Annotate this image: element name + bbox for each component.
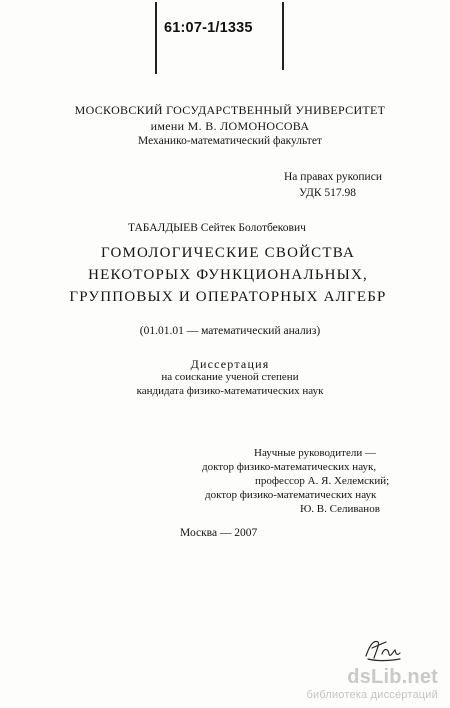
city-year: Москва — 2007	[180, 527, 258, 539]
thesis-title-line-1: ГОМОЛОГИЧЕСКИЕ СВОЙСТВА	[100, 245, 356, 261]
author-name: ТАБАЛДЫЕВ Сейтек Болотбекович	[128, 222, 306, 234]
supervisor-1-degree: доктор физико-математических наук,	[202, 461, 377, 473]
watermark-logo-net: .net	[401, 666, 438, 688]
library-stamp-code: 61:07-1/1335	[164, 20, 253, 36]
supervisor-2-name: Ю. В. Селиванов	[300, 503, 380, 515]
supervisor-1-name: профессор А. Я. Хелемский;	[255, 475, 390, 487]
dslib-watermark-subtitle: библиотека диссертаций	[306, 689, 438, 701]
faculty-name: Механико-математический факультет	[138, 135, 322, 147]
dissertation-heading: Диссертация	[190, 357, 270, 371]
supervisor-2-degree: доктор физико-математических наук	[205, 489, 377, 501]
university-name: МОСКОВСКИЙ ГОСУДАРСТВЕННЫЙ УНИВЕРСИТЕТ	[74, 103, 386, 117]
university-name-eponym: имени М. В. ЛОМОНОСОВА	[150, 119, 310, 133]
thesis-title-line-2: НЕКОТОРЫХ ФУНКЦИОНАЛЬНЫХ,	[88, 267, 368, 283]
specialty-code: (01.01.01 — математический анализ)	[139, 325, 321, 337]
supervisors-heading: Научные руководители —	[254, 447, 376, 459]
udk-code: УДК 517.98	[299, 187, 356, 199]
stamp-border-left	[155, 2, 157, 74]
degree-field-line: кандидата физико-математических наук	[136, 385, 324, 397]
manuscript-rights-label: На правах рукописи	[284, 171, 382, 183]
stamp-border-right	[282, 2, 284, 70]
thesis-title-line-3: ГРУППОВЫХ И ОПЕРАТОРНЫХ АЛГЕБР	[69, 289, 387, 305]
handwritten-signature	[362, 634, 402, 664]
watermark-logo-lib: Lib	[371, 666, 402, 688]
degree-line: на соискание ученой степени	[161, 371, 299, 383]
watermark-logo-ds: ds	[347, 666, 372, 688]
dslib-watermark-logo	[347, 666, 438, 689]
